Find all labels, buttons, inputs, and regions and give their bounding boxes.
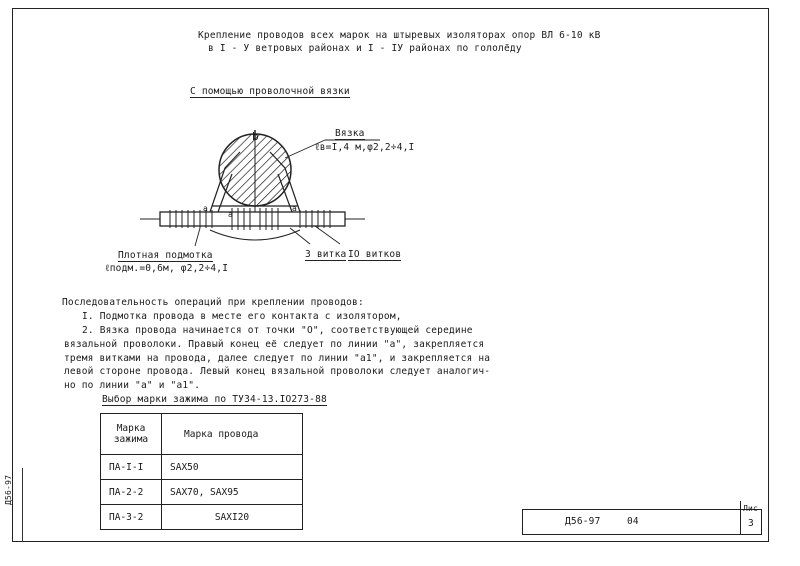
- instructions-line-2: 2. Вязка провода начинается от точки "О", соответствующей середине: [82, 325, 473, 336]
- sheet-label: Лис: [743, 504, 759, 513]
- header-clamp-mark: [101, 414, 162, 455]
- clamp-selection-table: [100, 413, 303, 530]
- vyazka-formula: ℓв=I,4 м,φ2,2÷4,I: [315, 142, 415, 153]
- table-row: [101, 480, 303, 505]
- stamp-doc-code: Д56-97: [565, 516, 601, 527]
- instructions-line-5: левой стороне провода. Левый конец вязальной проволоки следует аналогич-: [64, 366, 491, 377]
- table-header-row: [101, 414, 303, 455]
- instructions-line-6: но по линии "a" и "a1".: [64, 380, 201, 391]
- label-podmotka: Плотная подмотка: [118, 250, 213, 261]
- label-a: a: [203, 204, 209, 213]
- clamp-cell: ПА-2-2: [101, 480, 162, 505]
- instructions-line-4: тремя витками на провода, далее следует по линии "a1", и закрепляется на: [64, 353, 491, 364]
- title-line-2: в I - У ветровых районах и I - IУ районах по гололёду: [208, 43, 522, 54]
- insulator-drawing: [140, 118, 440, 268]
- table-row: [101, 505, 303, 530]
- label-10-vitkov: IO витков: [348, 249, 402, 260]
- header-clamp-line-1: Марка: [116, 423, 146, 434]
- title-block: [522, 509, 762, 535]
- label-a2: a: [292, 204, 298, 213]
- title-line-1: Крепление проводов всех марок на штыревых изоляторах опор ВЛ 6-10 кВ: [198, 30, 601, 41]
- table-row: [101, 455, 303, 480]
- wire-cell: SAX50: [162, 455, 303, 480]
- instructions-line-1: I. Подмотка провода в месте его контакта с изолятором,: [82, 311, 402, 322]
- clamp-cell: ПА-I-I: [101, 455, 162, 480]
- wire-cell: SAXI20: [162, 505, 303, 530]
- section-title: С помощью проволочной вязки: [190, 86, 350, 97]
- instructions-line-3: вязальной проволоки. Правый конец её следует по линии "a", закрепляется: [64, 339, 485, 350]
- label-b: b: [252, 130, 259, 143]
- wire-cell: SAX70, SAX95: [162, 480, 303, 505]
- sheet-number: 3: [748, 518, 754, 529]
- clamp-cell: ПА-3-2: [101, 505, 162, 530]
- header-clamp-line-2: зажима: [113, 434, 149, 445]
- instructions-intro: Последовательность операций при креплении проводов:: [62, 297, 364, 308]
- label-3-vitka: 3 витка: [305, 249, 347, 260]
- side-stamp-divider: [22, 468, 23, 542]
- label-a1: a: [228, 210, 234, 219]
- table-title: Выбор марки зажима по ТУ34-13.IO273-88: [102, 394, 327, 405]
- stamp-sheet-code: 04: [627, 516, 639, 527]
- podmotka-formula: ℓподм.=0,6м, φ2,2÷4,I: [105, 263, 229, 274]
- header-wire-mark: Марка провода: [162, 414, 303, 455]
- label-vyazka: Вязка: [335, 128, 365, 139]
- side-stamp: Д56-97: [4, 474, 13, 505]
